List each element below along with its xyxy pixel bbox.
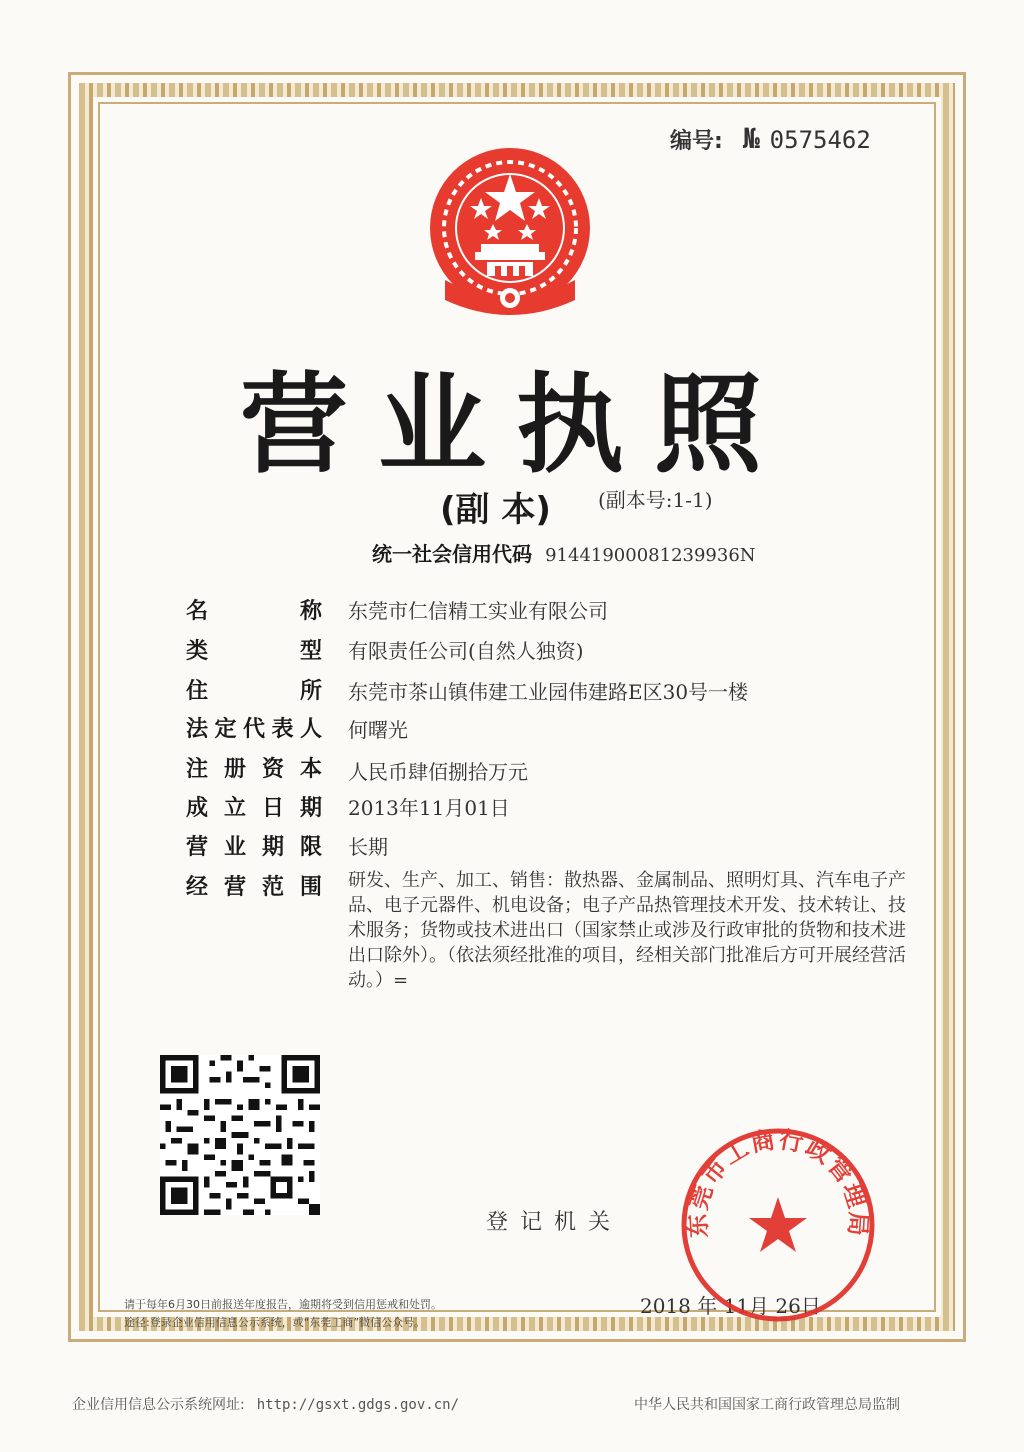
national-emblem-icon — [425, 140, 595, 330]
field-label-type: 类型 — [186, 639, 322, 664]
footer-supervisor: 中华人民共和国国家工商行政管理总局监制 — [634, 1397, 900, 1413]
field-value-address: 东莞市茶山镇伟建工业园伟建路E区30号一楼 — [348, 680, 749, 704]
credit-code — [372, 538, 756, 567]
serial-prefix: № — [742, 122, 760, 155]
footer-website-label: 企业信用信息公示系统网址: — [72, 1397, 245, 1413]
notice-line-1: 请于每年6月30日前报送年度报告，逾期将受到信用惩戒和处罚。 — [124, 1298, 442, 1311]
field-value-name: 东莞市仁信精工实业有限公司 — [348, 599, 608, 623]
serial-value: 0575462 — [769, 126, 871, 154]
credit-code-label: 统一社会信用代码 — [372, 542, 532, 566]
serial-label: 编号: — [670, 129, 723, 154]
field-label-term: 营业期限 — [186, 835, 322, 860]
field-value-scope: 研发、生产、加工、销售：散热器、金属制品、照明灯具、汽车电子产品、电子元器件、机电设备；电子产品热管理技术开发、技术转让、技术服务；货物或技术进出口（国家禁止或涉及行政审批的货物和技术进出口除外）。（依法须经批准的项目，经相关部门批准后方可开展经营活动。）= — [348, 870, 906, 991]
field-label-name: 名称 — [186, 599, 322, 624]
seal-text: 东莞市工商行政管理局 — [683, 1125, 873, 1239]
field-label-established: 成立日期 — [186, 796, 322, 821]
field-value-capital: 人民币肆佰捌拾万元 — [348, 760, 528, 784]
field-label-legal-rep: 法定代表人 — [186, 717, 322, 742]
issue-date: 2018 年 11月 26日 — [640, 1294, 821, 1318]
notice-line-2: 途径:登录企业信用信息公示系统，或“东莞工商”微信公众号。 — [124, 1316, 426, 1329]
annual-report-notice — [124, 1296, 442, 1332]
field-value-established: 2013年11月01日 — [348, 796, 510, 820]
document-title: 营业执照 — [240, 363, 793, 488]
field-label-address: 住所 — [186, 679, 322, 704]
field-label-scope: 经营范围 — [186, 875, 322, 900]
document-subtitle: (副 本) — [440, 490, 551, 530]
qr-code-icon — [160, 1055, 320, 1215]
footer-website-url: http://gsxt.gdgs.gov.cn/ — [256, 1397, 460, 1413]
registration-authority-label: 登记机关 — [486, 1210, 623, 1235]
field-value-term: 长期 — [348, 835, 388, 859]
serial-number — [670, 122, 871, 155]
footer-website — [72, 1394, 459, 1414]
field-value-legal-rep: 何曙光 — [348, 718, 408, 742]
field-label-capital: 注册资本 — [186, 757, 322, 782]
field-value-type: 有限责任公司(自然人独资) — [348, 639, 584, 663]
copy-number: (副本号:1-1) — [598, 488, 713, 512]
official-seal-icon — [678, 1125, 878, 1325]
credit-code-value: 91441900081239936N — [545, 545, 756, 566]
